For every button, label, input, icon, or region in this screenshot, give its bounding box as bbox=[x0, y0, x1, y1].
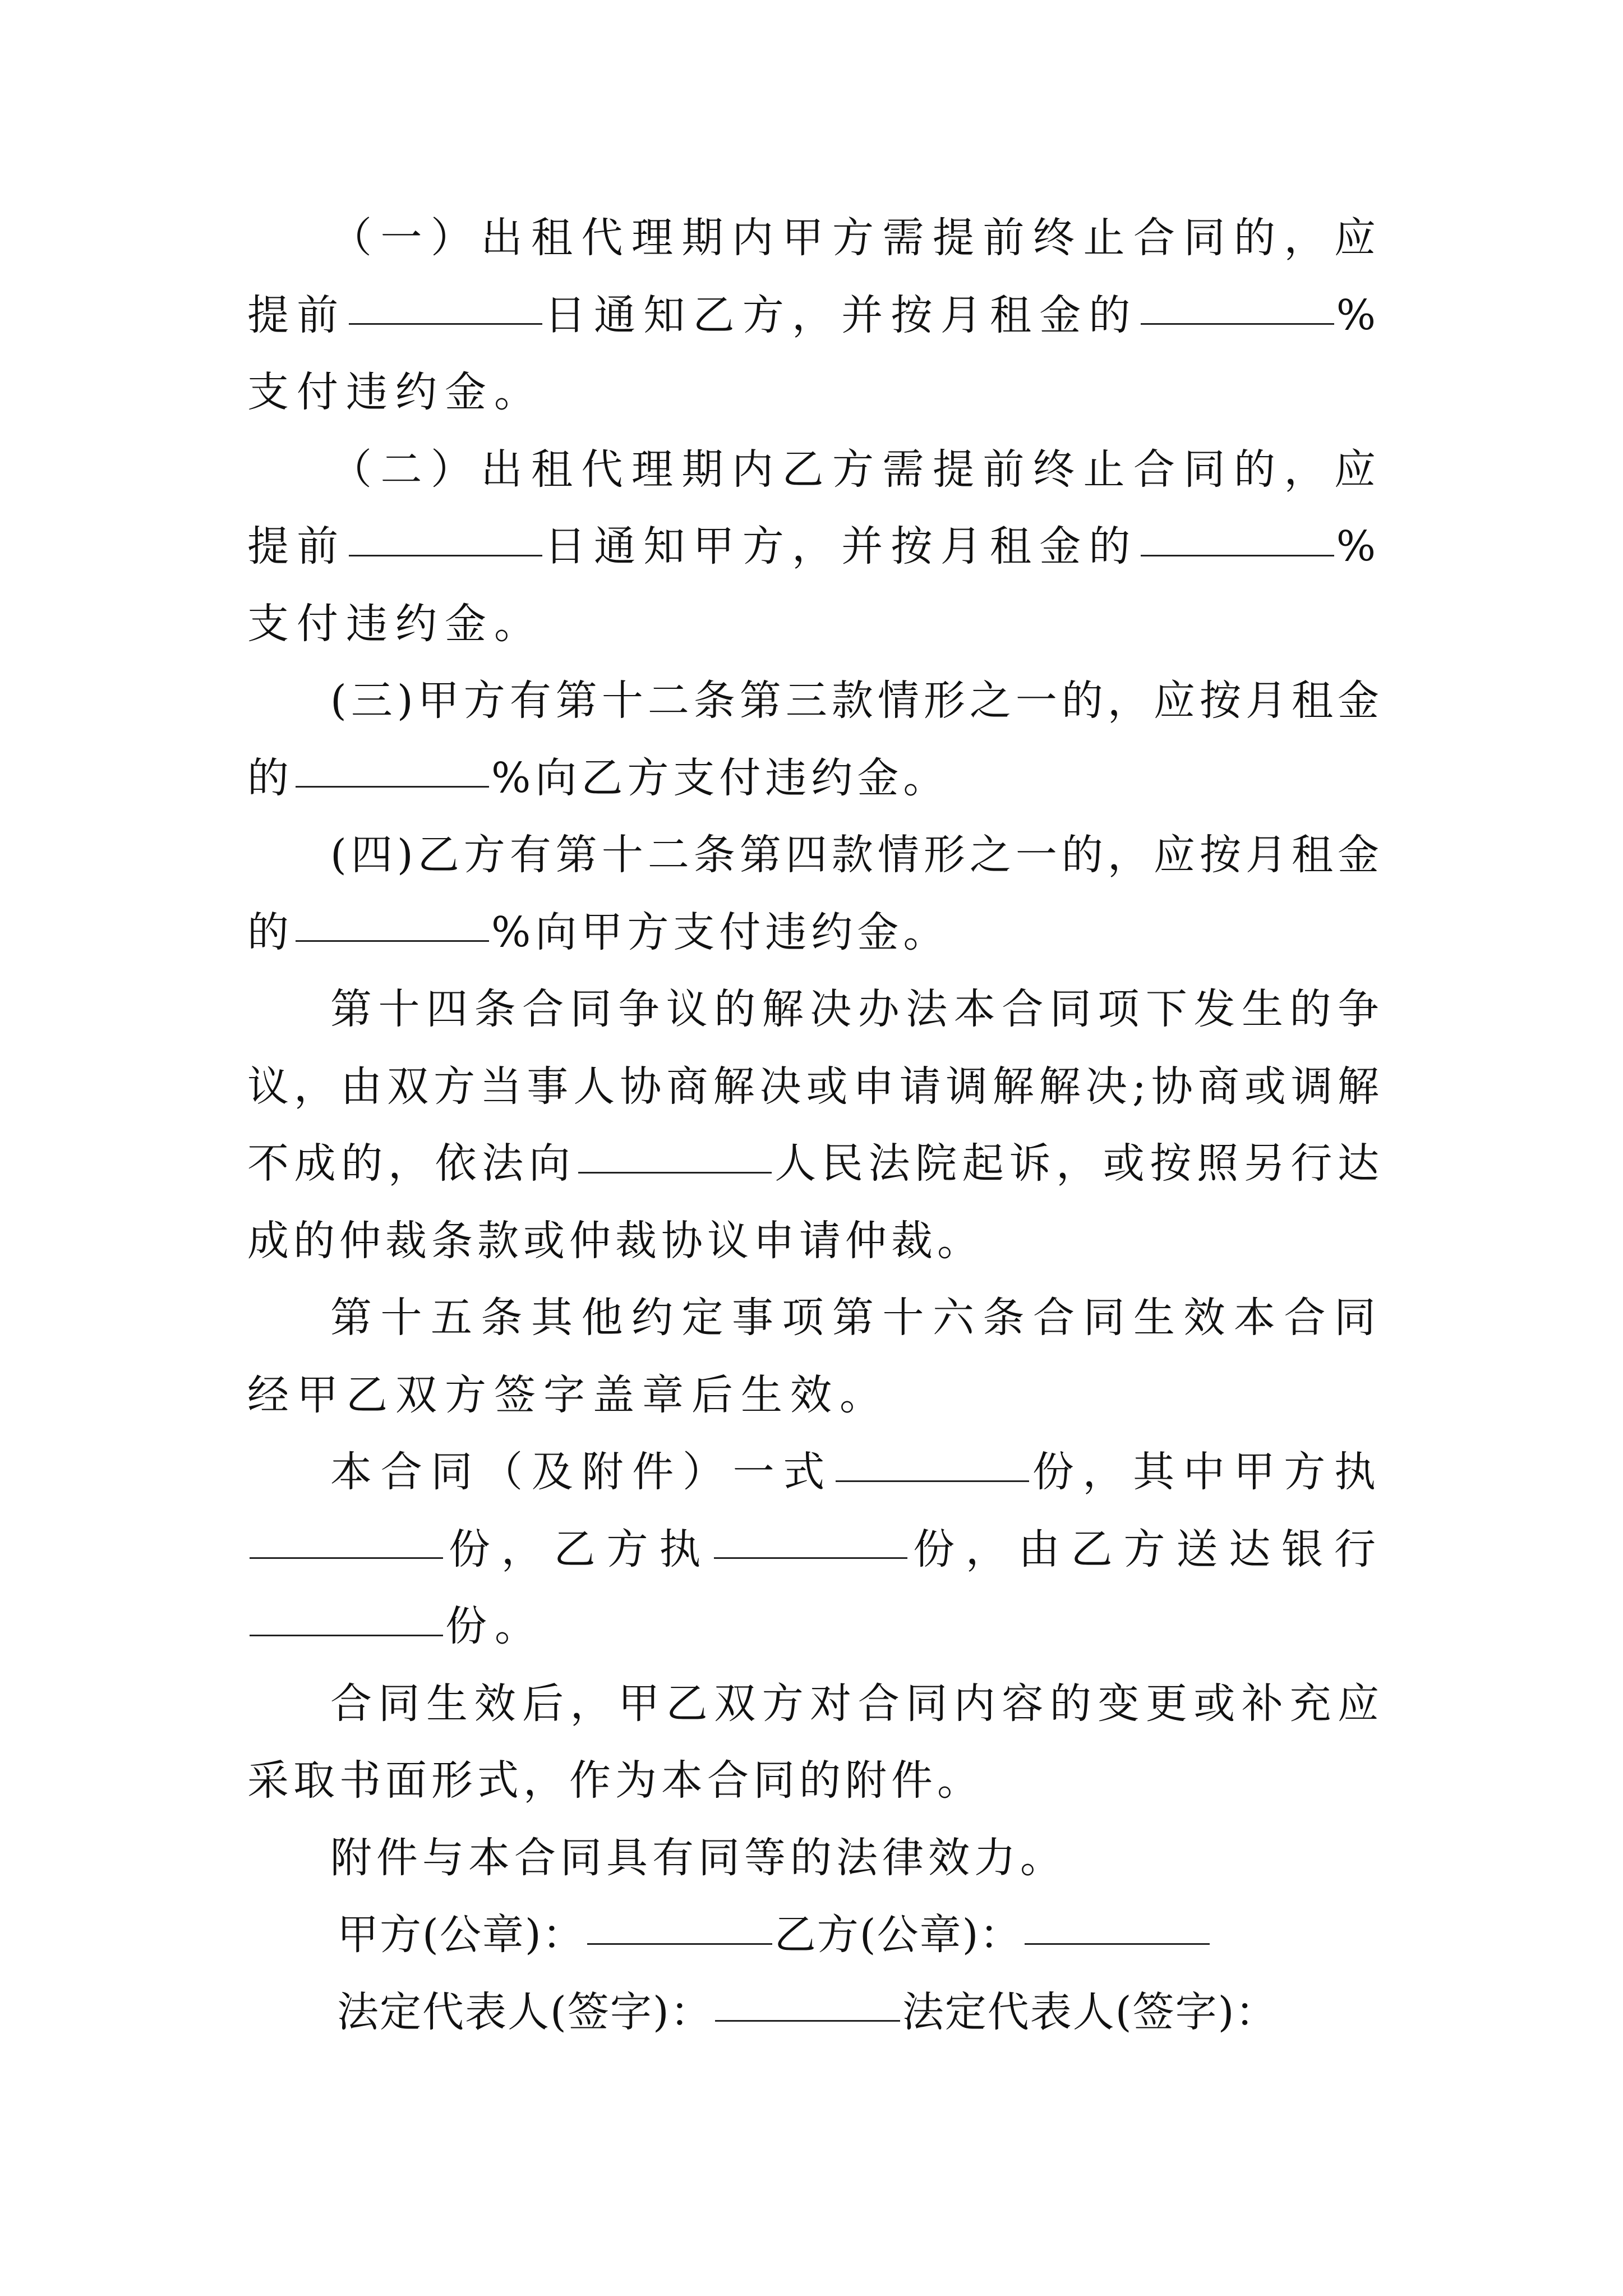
copies-text-c: 份，乙方执 bbox=[445, 1525, 712, 1573]
copies-paragraph bbox=[247, 1434, 1384, 1665]
clause-2-text-c: %支付违约金。 bbox=[247, 522, 1384, 648]
clause-1-days-blank bbox=[349, 322, 542, 325]
article-15 bbox=[247, 1280, 1384, 1434]
clause-3-text-b: %向乙方支付违约金。 bbox=[491, 753, 949, 802]
party-b-seal-blank bbox=[1025, 1942, 1210, 1945]
clause-4-text-a: (四)乙方有第十二条第四款情形之一的，应按月租金的 bbox=[247, 831, 1384, 956]
amendment-text: 合同生效后，甲乙双方对合同内容的变更或补充应采取书面形式，作为本合同的附件。 bbox=[247, 1679, 1384, 1805]
party-b-rep-label: 法定代表人(签字)： bbox=[902, 1987, 1278, 2036]
clause-3-text-a: (三)甲方有第十二条第三款情形之一的，应按月租金的 bbox=[247, 677, 1384, 802]
annex-text: 附件与本合同具有同等的法律效力。 bbox=[330, 1833, 1066, 1882]
clause-3 bbox=[247, 662, 1384, 817]
article-14-text-a: 第十四条合同争议的解决办法本合同项下发生的争议，由双方当事人协商解决或申请调解解决;协商或调解不成的，依法向 bbox=[247, 985, 1384, 1188]
seal-signature-row bbox=[247, 1897, 1384, 1974]
article-14-court-blank bbox=[578, 1171, 772, 1174]
party-a-rep-label: 法定代表人(签字)： bbox=[337, 1987, 713, 2036]
contract-body bbox=[247, 200, 1384, 2051]
clause-1-text-a: （一）出租代理期内甲方需提前终止合同的，应提前 bbox=[247, 214, 1384, 339]
amendment-paragraph bbox=[247, 1665, 1384, 1820]
clause-1-percent-blank bbox=[1141, 322, 1334, 325]
clause-1-text-c: %支付违约金。 bbox=[247, 291, 1384, 416]
party-a-rep-blank bbox=[715, 2019, 900, 2022]
clause-4-text-b: %向甲方支付违约金。 bbox=[491, 908, 949, 956]
clause-4-percent-blank bbox=[296, 939, 489, 942]
article-14 bbox=[247, 971, 1384, 1280]
copies-text-e: 份。 bbox=[445, 1602, 544, 1650]
party-a-seal-label: 甲方(公章)： bbox=[337, 1911, 585, 1959]
copies-text-d: 份，由乙方送达银行 bbox=[910, 1525, 1384, 1573]
clause-2 bbox=[247, 431, 1384, 663]
clause-2-percent-blank bbox=[1141, 554, 1334, 556]
copies-text-a: 本合同（及附件）一式 bbox=[330, 1448, 834, 1496]
annex-paragraph bbox=[247, 1820, 1384, 1897]
copies-bank-blank bbox=[250, 1634, 443, 1636]
clause-2-days-blank bbox=[349, 554, 542, 556]
article-15-text: 第十五条其他约定事项第十六条合同生效本合同经甲乙双方签字盖章后生效。 bbox=[247, 1294, 1384, 1419]
copies-party-b-blank bbox=[714, 1556, 907, 1559]
clause-2-text-b: 日通知甲方，并按月租金的 bbox=[544, 522, 1138, 570]
clause-4 bbox=[247, 817, 1384, 971]
clause-1-text-b: 日通知乙方，并按月租金的 bbox=[544, 291, 1138, 339]
party-a-seal-blank bbox=[587, 1942, 772, 1945]
representative-signature-row bbox=[247, 1974, 1384, 2051]
copies-party-a-blank bbox=[250, 1556, 443, 1559]
copies-total-blank bbox=[836, 1479, 1029, 1482]
copies-text-b: 份，其中甲方执 bbox=[1031, 1448, 1384, 1496]
clause-1 bbox=[247, 200, 1384, 431]
clause-2-text-a: （二）出租代理期内乙方需提前终止合同的，应提前 bbox=[247, 445, 1384, 570]
party-b-seal-label: 乙方(公章)： bbox=[774, 1911, 1022, 1959]
clause-3-percent-blank bbox=[296, 785, 489, 788]
article-14-text-b: 人民法院起诉，或按照另行达成的仲裁条款或仲裁协议申请仲裁。 bbox=[247, 1139, 1384, 1265]
